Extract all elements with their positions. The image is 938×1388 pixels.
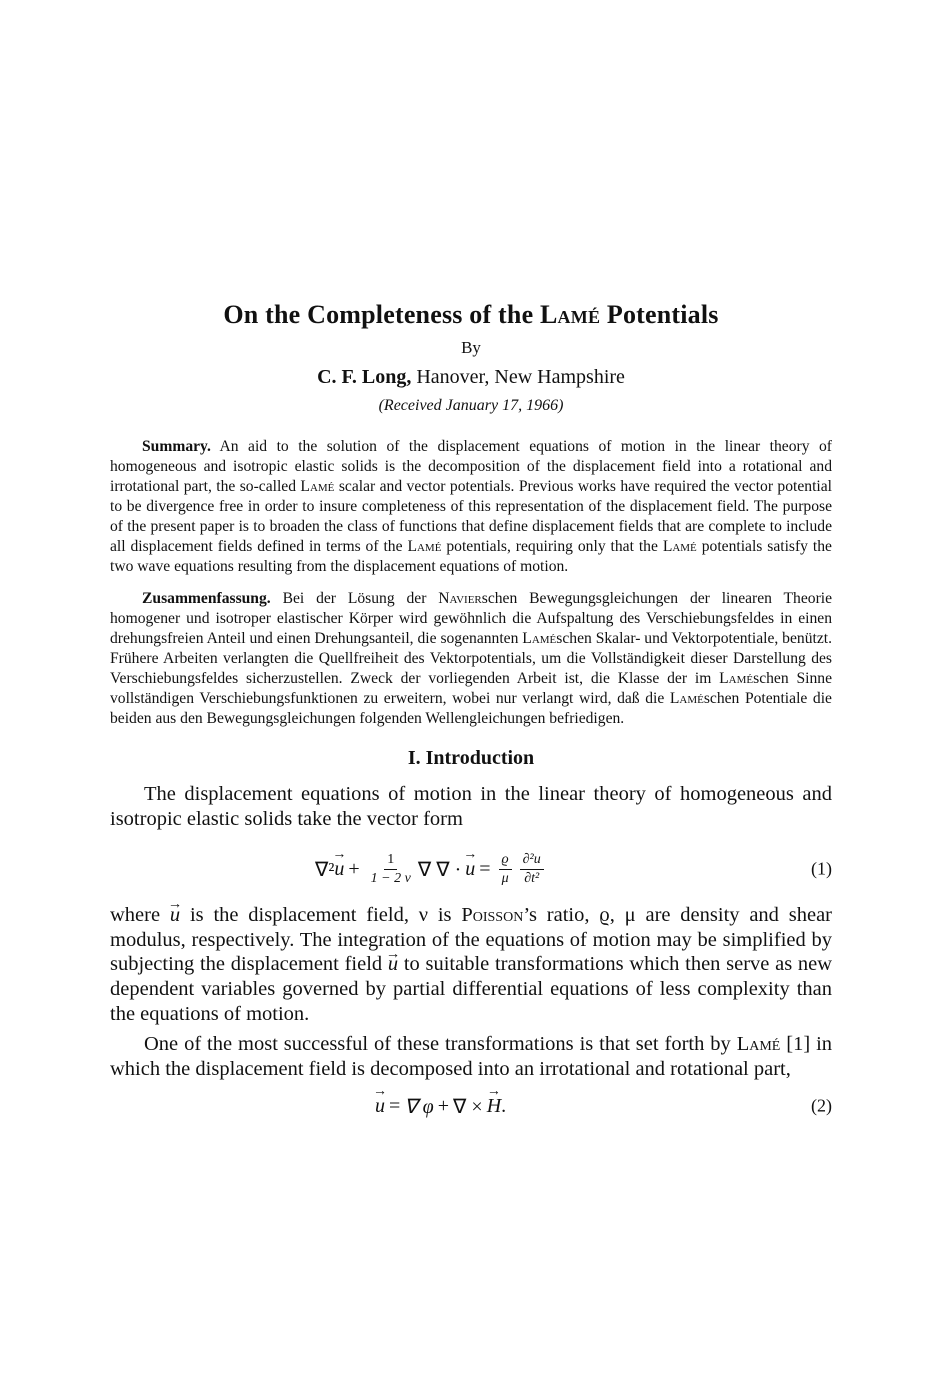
eq2-equals: = [389,1094,401,1117]
eq1-fraction-density [499,851,512,888]
equation-1 [110,839,832,899]
title-name: Lamé [540,300,601,329]
zus-name-3: Lamé [719,670,754,687]
summary-name-3: Lamé [662,538,697,555]
summary-name-2: Lamé [407,538,442,555]
zusammenfassung-label: Zusammenfassung. [142,590,271,607]
section-heading-introduction: I. Introduction [407,747,535,769]
eq1-d2u: ∂²u [520,851,544,870]
p2-u-vector-2: u → [388,952,398,977]
summary-text-3: potentials, requiring only that the [446,538,658,555]
eq1-equals: = [479,857,491,880]
zusammenfassung-paragraph [110,589,832,729]
summary-text-4: potentials satisfy the two wave equations resulting from the displacement equations of motion. [110,538,832,575]
p2-text-b: is the displacement field, ν is [189,904,452,927]
summary-label: Summary. [142,438,211,455]
eq2-H-vector: H → [487,1095,501,1118]
eq1-dt2: ∂t² [524,870,540,886]
p2-u-vector: u → [170,903,180,928]
summary-name-1: Lamé [300,478,335,495]
eq2-u-vector: u → [375,1095,385,1118]
eq2-curl: ∇ × [453,1095,483,1118]
eq1-grad-div: ∇ ∇ · [417,858,462,881]
p2-text-d: to suitable transformations which then serve as new dependent variables governed by partial differential equations of less complexity than the equations of motion. [110,953,833,1025]
eq2-period: . [501,1094,507,1117]
eq1-frac-den: 1 − 2 ν [370,870,411,886]
eq1-fraction-poisson [368,851,414,888]
p2-name-poisson: Poisson [461,904,524,927]
p3-name-lame: Lamé [736,1033,781,1056]
eq1-fraction-derivative [520,851,544,888]
zus-text-4: schen Sinne vollständigen Verschiebungsfunktionen zu erweitern, wobei nur verlangt wird, daß die [110,670,832,707]
zus-text-1: Bei der Lösung der [282,590,427,607]
equation-2-number: (2) [811,1095,832,1116]
zus-name-2: Lamé [522,630,557,647]
intro-paragraph-3 [110,1032,832,1081]
title-part-1: On the Completeness of the [223,300,534,329]
zus-text-5: schen Potentiale die beiden aus den Bewegungsgleichungen folgenden Wellengleichungen befriedigen. [110,690,832,727]
paper-title [110,300,832,330]
p3-text-a: One of the most successful of these transformations is that set forth by [144,1033,731,1056]
eq1-frac-num: 1 [384,851,397,870]
intro-paragraph-1: The displacement equations of motion in the linear theory of homogeneous and isotropic elastic solids take the vector form [110,783,832,830]
p2-text-c: ’s ratio, ϱ, μ are density and shear modulus, respectively. The integration of the equations of motion may be simplified by subjecting the displacement field [110,904,832,976]
intro-paragraph-2 [110,903,832,1026]
eq1-u-vector: u → [334,858,344,881]
eq1-laplacian: ∇² [315,858,335,881]
by-line: By [461,338,481,357]
p3-text-b: [1] in which the displacement field is decomposed into an irrotational and rotational part, [110,1033,833,1080]
summary-paragraph [110,437,832,577]
eq1-u-vector-2: u → [465,858,475,881]
eq1-rho: ϱ [499,851,512,870]
summary-text-1: An aid to the solution of the displacement equations of motion in the linear theory of homogeneous and isotropic elastic solids is the decomposition of the displacement field into a rotational and irrotational part, the so-called [110,438,832,495]
eq1-plus: + [348,857,360,880]
p2-text-a: where [110,904,161,927]
eq2-plus: + [437,1094,450,1117]
eq1-mu: μ [501,870,509,886]
zus-text-2: schen Bewegungsgleichungen der linearen Theorie homogener und isotroper elastischer Körper wird gewöhnlich die Aufspaltung des Verschiebungsfeldes in einen drehungsfreien Anteil und einen Drehungsanteil, die sogenannten [110,590,833,647]
summary-text-2: scalar and vector potentials. Previous works have required the vector potential to be divergence free in order to insure completeness of this representation of the displacement field. The purpose of the present paper is to broaden the class of functions that define displacement fields that are complete to include all displacement fields defined in terms of the [110,478,832,555]
equation-2-body [375,1089,506,1123]
author-name: C. F. Long, [317,366,412,388]
zus-name-4: Lamé [669,690,704,707]
eq2-grad-phi: ∇ φ [404,1095,434,1118]
zus-name-1: Navier [438,590,482,607]
equation-2 [110,1089,832,1123]
author-place: Hanover, New Hampshire [416,366,625,388]
author-line [110,366,832,389]
title-part-2: Potentials [606,300,719,329]
zus-text-3: schen Skalar- und Vektorpotentiale, benützt. Frühere Arbeiten verlangten die Quellfreiheit des Vektorpotentials, um die Vollständigkeit dieser Darstellung des Verschiebungsfeldes sicherzustellen. Zweck der vorliegenden Arbeit ist, die Klasse der im [110,630,832,687]
received-date: (Received January 17, 1966) [378,397,564,414]
paper-page [110,300,832,1127]
equation-1-number: (1) [811,858,832,879]
equation-1-body [315,839,548,899]
